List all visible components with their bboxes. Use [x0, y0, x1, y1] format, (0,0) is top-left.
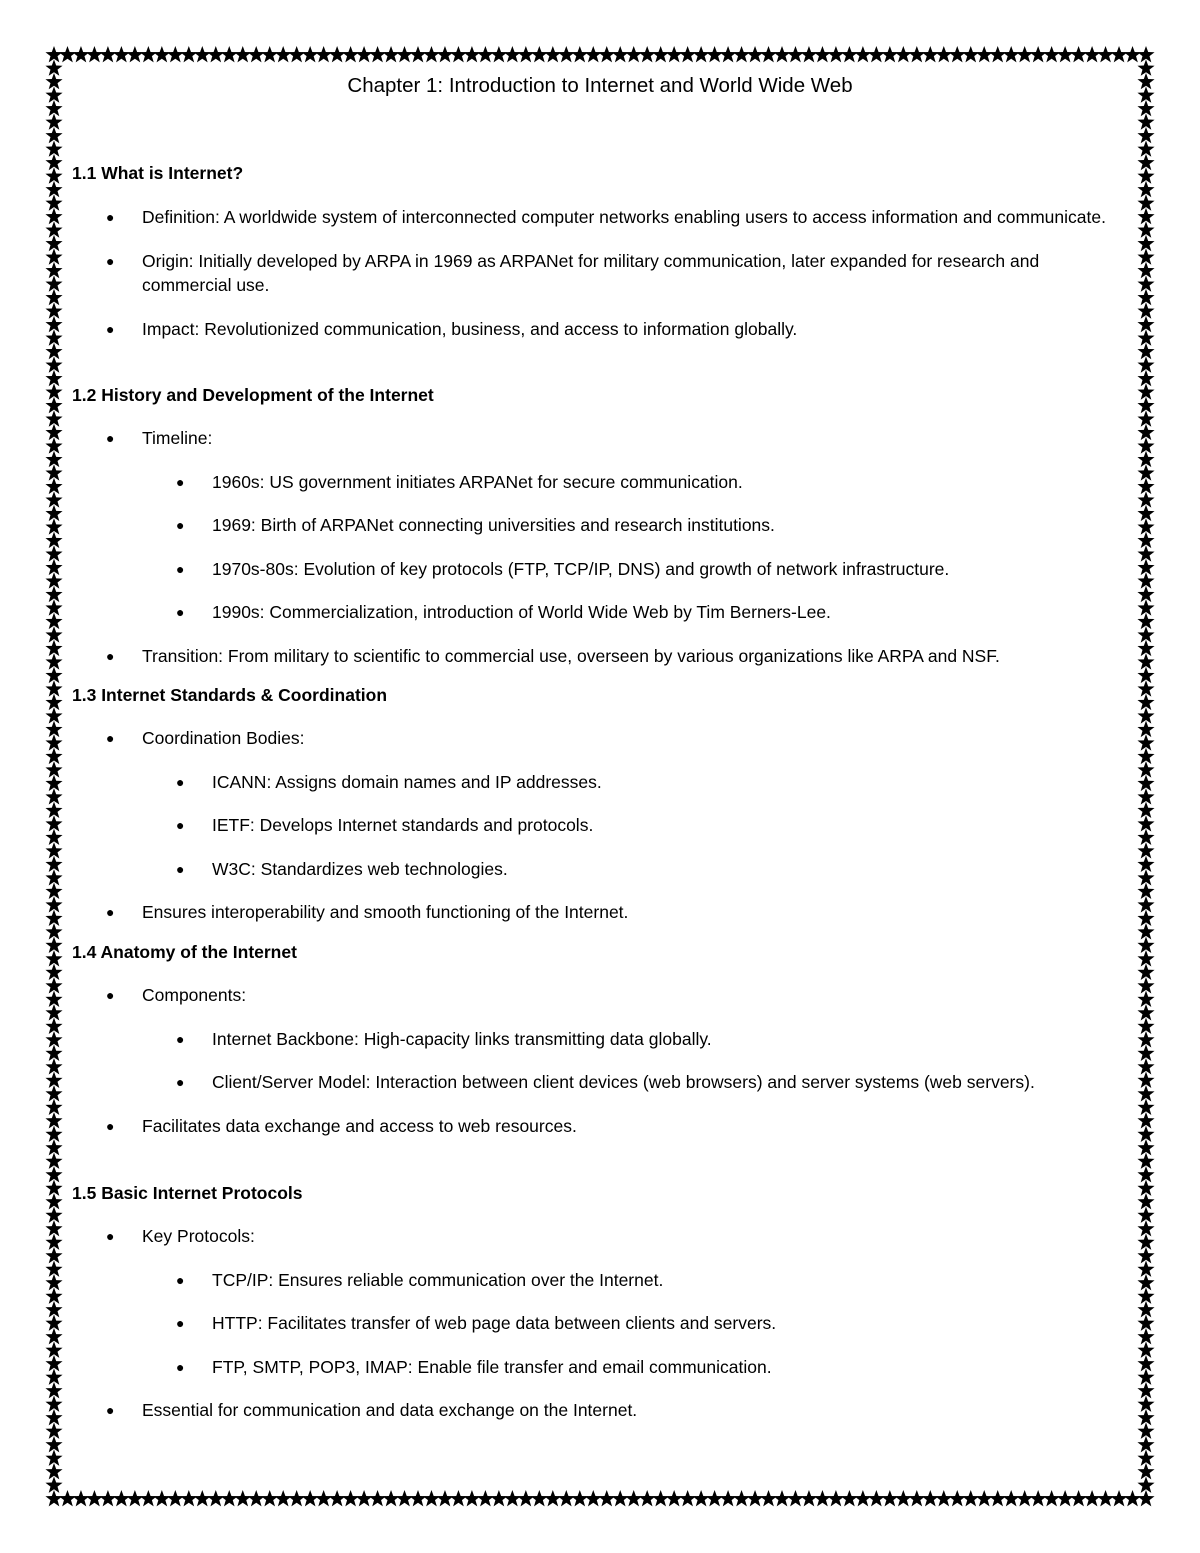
star-icon: [814, 1490, 831, 1506]
star-icon: [113, 1490, 130, 1506]
star-icon: [1070, 1490, 1087, 1506]
star-icon: [733, 1490, 750, 1506]
star-icon: [1030, 46, 1047, 62]
star-icon: [1137, 1490, 1154, 1506]
star-icon: [706, 1490, 723, 1506]
star-icon: [989, 46, 1006, 62]
list-item: ● Essential for communication and data exchange on the Internet.: [72, 1398, 1132, 1423]
star-icon: [1097, 1490, 1114, 1506]
star-icon: [585, 1490, 602, 1506]
star-icon: [140, 46, 157, 62]
star-icon: [423, 1490, 440, 1506]
star-icon: [99, 1490, 116, 1506]
star-icon: [126, 1490, 143, 1506]
list-item: ● Timeline:: [72, 426, 1132, 451]
star-icon: [881, 1490, 898, 1506]
star-icon: [315, 46, 332, 62]
star-icon: [99, 46, 116, 62]
bullet-icon: ●: [176, 773, 185, 790]
star-icon: [288, 46, 305, 62]
list-item: ● Transition: From military to scientific to commercial use, overseen by various organizations like ARPA and NSF.: [72, 644, 1132, 669]
star-icon: [1070, 46, 1087, 62]
star-icon: [490, 46, 507, 62]
bullet-icon: ●: [106, 730, 115, 746]
bullet-icon: ●: [176, 473, 185, 490]
star-icon: [153, 46, 170, 62]
list-item: ● Ensures interoperability and smooth functioning of the Internet.: [72, 900, 1132, 925]
star-icon: [477, 46, 494, 62]
star-icon: [1016, 46, 1033, 62]
star-icon: [935, 1490, 952, 1506]
star-icon: [1124, 46, 1141, 62]
star-icon: [1043, 1490, 1060, 1506]
list-item: ● ICANN: Assigns domain names and IP addresses.: [72, 770, 1132, 795]
list-item: ● Client/Server Model: Interaction between client devices (web browsers) and server systems (web servers).: [72, 1070, 1132, 1095]
list-item: ● Components:: [72, 983, 1132, 1008]
star-icon: [989, 1490, 1006, 1506]
star-icon: [1030, 1490, 1047, 1506]
star-icon: [666, 1490, 683, 1506]
section-standards-coordination: [72, 684, 1132, 925]
star-icon: [679, 46, 696, 62]
section-basic-protocols: [72, 1182, 1132, 1423]
star-icon: [1057, 46, 1074, 62]
star-icon: [288, 1490, 305, 1506]
star-icon: [59, 46, 76, 62]
section-heading: 1.2 History and Development of the Internet: [72, 385, 434, 405]
star-icon: [854, 1490, 871, 1506]
star-icon: [625, 46, 642, 62]
star-icon: [976, 1490, 993, 1506]
star-icon: [908, 1490, 925, 1506]
star-icon: [585, 46, 602, 62]
star-icon: [1057, 1490, 1074, 1506]
section-heading: 1.1 What is Internet?: [72, 163, 244, 183]
star-icon: [679, 1490, 696, 1506]
star-icon: [666, 46, 683, 62]
star-icon: [868, 46, 885, 62]
list-item: ● 1990s: Commercialization, introduction of World Wide Web by Tim Berners-Lee.: [72, 600, 1132, 625]
bullet-icon: ●: [106, 904, 115, 920]
star-icon: [302, 1490, 319, 1506]
star-icon: [598, 1490, 615, 1506]
star-icon: [558, 46, 575, 62]
star-icon: [180, 1490, 197, 1506]
star-icon: [652, 46, 669, 62]
star-icon: [396, 46, 413, 62]
star-icon: [746, 1490, 763, 1506]
star-icon: [881, 46, 898, 62]
star-icon: [436, 46, 453, 62]
star-icon: [59, 1490, 76, 1506]
star-icon: [517, 46, 534, 62]
star-icon: [382, 46, 399, 62]
star-icon: [652, 1490, 669, 1506]
star-icon: [356, 46, 373, 62]
bullet-icon: ●: [176, 1315, 185, 1331]
bullet-icon: ●: [176, 517, 185, 533]
star-icon: [194, 1490, 211, 1506]
star-icon: [720, 46, 737, 62]
star-icon: [733, 46, 750, 62]
star-icon: [450, 1490, 467, 1506]
star-icon: [369, 46, 386, 62]
list-item: ● Internet Backbone: High-capacity links transmitting data globally.: [72, 1027, 1132, 1052]
bullet-icon: ●: [176, 860, 185, 877]
star-icon: [612, 1490, 629, 1506]
star-icon: [369, 1490, 386, 1506]
star-icon: [1084, 46, 1101, 62]
star-icon: [113, 46, 130, 62]
star-icon: [773, 46, 790, 62]
star-icon: [1110, 1490, 1127, 1506]
star-icon: [126, 46, 143, 62]
star-icon: [558, 1490, 575, 1506]
star-icon: [275, 46, 292, 62]
star-icon: [315, 1490, 332, 1506]
list-item: ● FTP, SMTP, POP3, IMAP: Enable file transfer and email communication.: [72, 1355, 1132, 1380]
star-icon: [841, 46, 858, 62]
bullet-icon: ●: [106, 430, 115, 446]
star-icon: [490, 1490, 507, 1506]
star-icon: [221, 46, 238, 62]
list-item: ● W3C: Standardizes web technologies.: [72, 857, 1132, 882]
star-icon: [477, 1490, 494, 1506]
star-icon: [1084, 1490, 1101, 1506]
star-icon: [167, 1490, 184, 1506]
star-icon: [234, 1490, 251, 1506]
star-icon: [625, 1490, 642, 1506]
bullet-icon: ●: [106, 1228, 115, 1244]
bullet-icon: ●: [106, 320, 115, 337]
star-icon: [612, 46, 629, 62]
star-icon: [234, 46, 251, 62]
star-icon: [895, 46, 912, 62]
star-icon: [814, 46, 831, 62]
bullet-icon: ●: [176, 817, 185, 833]
bullet-icon: ●: [106, 1402, 115, 1418]
star-icon: [45, 1490, 62, 1506]
star-icon: [86, 46, 103, 62]
star-icon: [895, 1490, 912, 1506]
star-icon: [463, 46, 480, 62]
star-icon: [409, 46, 426, 62]
star-icon: [598, 46, 615, 62]
star-icon: [409, 1490, 426, 1506]
bullet-icon: ●: [176, 1030, 185, 1047]
bullet-icon: ●: [106, 209, 115, 225]
list-item: ● Coordination Bodies:: [72, 726, 1132, 751]
star-icon: [949, 46, 966, 62]
bullet-icon: ●: [176, 560, 185, 577]
star-icon: [517, 1490, 534, 1506]
star-icon: [949, 1490, 966, 1506]
list-item: ● HTTP: Facilitates transfer of web page data between clients and servers.: [72, 1311, 1132, 1336]
star-icon: [261, 46, 278, 62]
list-item: ● IETF: Develops Internet standards and protocols.: [72, 813, 1132, 838]
star-icon: [760, 46, 777, 62]
star-icon: [504, 46, 521, 62]
star-icon: [639, 1490, 656, 1506]
section-heading: 1.3 Internet Standards & Coordination: [72, 685, 388, 705]
star-icon: [531, 46, 548, 62]
star-icon: [1016, 1490, 1033, 1506]
star-icon: [248, 1490, 265, 1506]
star-icon: [1003, 46, 1020, 62]
star-icon: [841, 1490, 858, 1506]
star-icon: [693, 46, 710, 62]
star-icon: [221, 1490, 238, 1506]
bullet-icon: ●: [106, 252, 115, 269]
list-item: ● Origin: Initially developed by ARPA in 1969 as ARPANet for military communication, later expanded for research and commercial use.: [106, 250, 1040, 295]
star-icon: [302, 46, 319, 62]
star-icon: [531, 1490, 548, 1506]
star-icon: [342, 1490, 359, 1506]
list-item: ● Key Protocols:: [72, 1224, 1132, 1249]
star-icon: [329, 46, 346, 62]
bullet-icon: ●: [176, 1358, 185, 1375]
star-icon: [639, 46, 656, 62]
star-icon: [962, 1490, 979, 1506]
star-icon: [720, 1490, 737, 1506]
star-icon: [396, 1490, 413, 1506]
star-icon: [922, 46, 939, 62]
star-icon: [976, 46, 993, 62]
star-icon: [854, 46, 871, 62]
star-icon: [746, 46, 763, 62]
star-icon: [261, 1490, 278, 1506]
star-icon: [693, 1490, 710, 1506]
list-item: ● Impact: Revolutionized communication, business, and access to information globally.: [72, 317, 1132, 342]
star-icon: [544, 1490, 561, 1506]
star-icon: [1003, 1490, 1020, 1506]
star-icon: [248, 46, 265, 62]
section-history-development: [72, 384, 1132, 668]
bullet-icon: ●: [176, 1271, 185, 1288]
list-item: ● 1969: Birth of ARPANet connecting universities and research institutions.: [72, 513, 1132, 538]
star-icon: [207, 1490, 224, 1506]
star-icon: [382, 1490, 399, 1506]
star-icon: [436, 1490, 453, 1506]
star-icon: [86, 1490, 103, 1506]
star-icon: [207, 46, 224, 62]
bullet-icon: ●: [176, 604, 185, 620]
star-icon: [180, 46, 197, 62]
star-icon: [72, 1490, 89, 1506]
section-what-is-internet: [72, 162, 1132, 341]
star-icon: [827, 46, 844, 62]
star-icon: [962, 46, 979, 62]
section-heading: 1.5 Basic Internet Protocols: [72, 1183, 303, 1203]
star-icon: [773, 1490, 790, 1506]
star-icon: [1097, 46, 1114, 62]
bullet-icon: ●: [106, 1117, 115, 1134]
list-item: ● TCP/IP: Ensures reliable communication over the Internet.: [72, 1268, 1132, 1293]
star-icon: [800, 46, 817, 62]
star-icon: [908, 46, 925, 62]
star-icon: [140, 1490, 157, 1506]
star-icon: [1110, 46, 1127, 62]
star-icon: [329, 1490, 346, 1506]
star-icon: [194, 46, 211, 62]
star-icon: [922, 1490, 939, 1506]
star-icon: [760, 1490, 777, 1506]
star-icon: [275, 1490, 292, 1506]
bullet-icon: ●: [176, 1074, 185, 1090]
star-icon: [450, 46, 467, 62]
star-icon: [571, 46, 588, 62]
star-icon: [1124, 1490, 1141, 1506]
star-icon: [935, 46, 952, 62]
star-icon: [706, 46, 723, 62]
star-icon: [167, 46, 184, 62]
star-icon: [787, 1490, 804, 1506]
list-item: ● Definition: A worldwide system of interconnected computer networks enabling users to access information and communicate.: [72, 205, 1132, 230]
star-icon: [868, 1490, 885, 1506]
star-icon: [72, 46, 89, 62]
page-title: Chapter 1: Introduction to Internet and World Wide Web: [347, 74, 853, 97]
list-item: ● Facilitates data exchange and access to web resources.: [72, 1114, 1132, 1139]
star-icon: [504, 1490, 521, 1506]
star-icon: [356, 1490, 373, 1506]
star-icon: [153, 1490, 170, 1506]
star-icon: [544, 46, 561, 62]
section-heading: 1.4 Anatomy of the Internet: [72, 942, 297, 962]
section-anatomy-internet: [72, 941, 1132, 1138]
star-icon: [423, 46, 440, 62]
bullet-icon: ●: [106, 987, 115, 1003]
star-icon: [827, 1490, 844, 1506]
star-icon: [1043, 46, 1060, 62]
list-item: ● 1970s-80s: Evolution of key protocols (FTP, TCP/IP, DNS) and growth of network infrastructure.: [72, 557, 1132, 582]
star-icon: [787, 46, 804, 62]
star-icon: [463, 1490, 480, 1506]
star-icon: [342, 46, 359, 62]
list-item: ● 1960s: US government initiates ARPANet for secure communication.: [72, 470, 1132, 495]
star-icon: [800, 1490, 817, 1506]
bullet-icon: ●: [106, 647, 115, 664]
star-icon: [571, 1490, 588, 1506]
